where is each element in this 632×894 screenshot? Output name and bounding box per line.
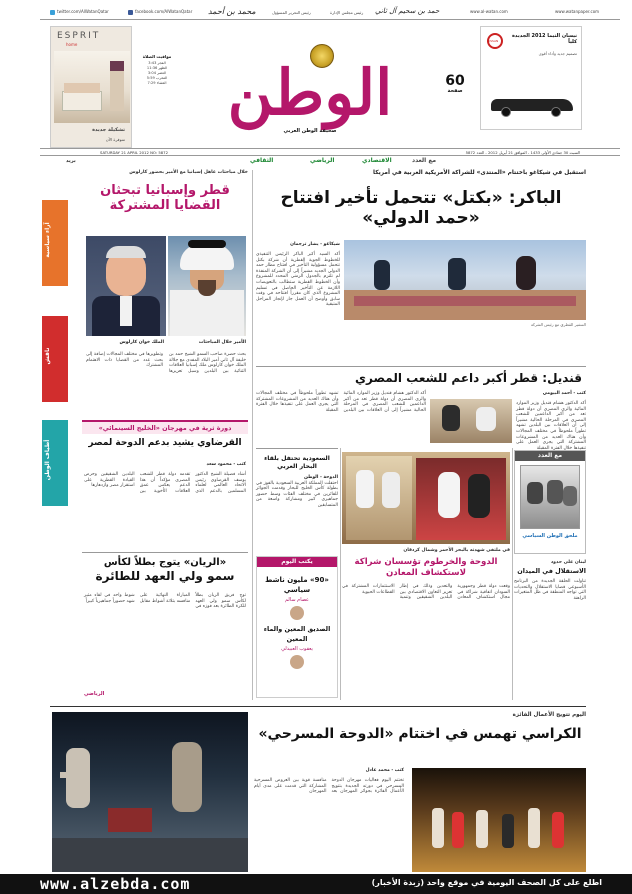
lead-story (256, 170, 586, 366)
qaradawi-body: أشاد فضيلة الشيخ الدكتور يوسف القرضاوي رئيس الاتحاد العالمي لعلماء المسلمين بالدعم الذي تقدمه دولة قطر للشعب المصري مؤكداً أن هذا الدعم يعكس عمق العلاقات الأخوية بين البلدين الشقيقين وحرص القيادة القطرية على استقرار مصر وازدهارها (84, 472, 246, 494)
with-issue-box[interactable] (514, 450, 586, 554)
writes-today-item1[interactable]: «90» مليون ناشط سياسي (265, 576, 329, 594)
nissan-ad[interactable] (480, 26, 582, 130)
section-rule (50, 706, 586, 707)
prayer-line: المغرب 5:59 (146, 76, 168, 80)
masthead (140, 24, 472, 146)
qatar-spain-body: بحث حضرة صاحب السمو الشيخ حمد بن خليفة آل ثاني أمير البلاد المفدى مع جلالة الملك خوان كارلوس ملك إسبانيا العلاقات الثنائية بين البلدين وسبل تعزيزها وتطويرها في مختلف المجالات إضافة إلى بحث عدد من القضايا ذات الاهتمام المشترك (86, 352, 246, 374)
price-box (440, 74, 470, 94)
prayer-lines (140, 61, 174, 86)
rayyan-headline-1: «الريان» يتوج بطلاً لكأس (103, 557, 227, 568)
lead-byline: شيكاغو - يشار ترجمان (290, 242, 340, 247)
qatar-spain-kicker: خلال مباحثات عاهل إسبانيا مع الأمير بحضور كارلوس (129, 170, 248, 175)
facebook-icon (128, 10, 133, 15)
prayer-line: الظهر 11:36 (146, 66, 168, 70)
chairman-label: رئيس مجلس الإدارة (330, 10, 364, 15)
writes-today-avatar2 (290, 655, 304, 669)
prayer-title: مواقيت الصلاة (142, 54, 172, 59)
saudi-byline: الدوحة - الوطن (304, 475, 338, 480)
nissan-sub: تصميم جديد وأداء أقوى (538, 51, 577, 56)
qaradawi-headline: القرضاوي يشيد بدعم الدوحة لمصر (88, 438, 242, 448)
sudan-headline: الدوحة والخرطوم تؤسسان شراكة لاستكشاف المعادن (354, 557, 498, 578)
sections-bar (40, 157, 620, 166)
qatar-spain-caption2: الملك خوان كارلوس (119, 340, 164, 345)
brief-kicker: لبنان على حدود (550, 560, 586, 565)
footer-watermark[interactable]: www.alzebda.com (40, 875, 191, 893)
column-rule-1 (252, 170, 253, 700)
newspaper-url[interactable]: www.watanpaper.com (555, 9, 600, 14)
twitter-link[interactable]: twitter.com/AlWatanQatar (50, 9, 109, 15)
twitter-icon (50, 10, 55, 15)
esprit-ad[interactable] (50, 26, 132, 148)
writes-today-author1[interactable]: عصام سالم (284, 597, 310, 603)
sudan-photo (342, 452, 510, 544)
column-rule-2 (340, 448, 341, 700)
qaradawi-byline: كتب - محمود سعد (206, 462, 246, 467)
with-issue-cover (520, 465, 580, 529)
rayyan-footer[interactable]: الرياضي (84, 691, 105, 697)
top-bar (40, 6, 620, 20)
qandil-photo (430, 399, 512, 443)
side-tab-spectrum[interactable]: أطياف الوطن (42, 420, 68, 506)
writes-today-title: يكتب اليوم (257, 557, 337, 567)
footer-promo: اطلع على كل الصحف اليومية في موقع واحد (زبدة الأخبار) (371, 878, 602, 887)
column-rule-3 (512, 448, 513, 700)
esprit-brand: ESPRIT (57, 31, 101, 41)
theatre-story (254, 712, 586, 874)
prayer-line: العصر 3:04 (147, 71, 167, 75)
editor-label: رئيس التحرير المسؤول (272, 10, 311, 15)
esprit-caption: تشكيلة جديدة (92, 127, 125, 133)
esprit-sub: home (66, 42, 78, 47)
writes-today-item2[interactable]: الصديق المعين والماء المعين (263, 625, 331, 643)
prayer-line: العشاء 7:29 (147, 81, 167, 85)
price-value: 60 (445, 73, 465, 89)
date-arabic: السبت 30 جمادى الأولى 1433 - الموافق 21 أبريل 2012 - العدد 5872 (465, 150, 580, 155)
theatre-kicker: اليوم تتويج الأعمال الفائزة (512, 712, 586, 718)
qatar-spain-story (82, 170, 248, 415)
section-economy[interactable]: الاقتصادي (362, 157, 392, 164)
writes-today-avatar1 (290, 606, 304, 620)
theatre-headline: الكراسي تهمس في اختتام «الدوحة المسرحي» (258, 726, 582, 742)
lead-headline: الباكر: «بكتل» تتحمل تأخير افتتاح «حمد الدولي» (280, 188, 562, 228)
website-link[interactable]: www.al-watan.com (470, 9, 508, 14)
brief-headline: الاستقلال في الميدان (517, 567, 586, 575)
lead-caption: السفير القطري مع رئيس الشركة (530, 322, 586, 327)
sudan-kicker: في ملتقى شهدته بالبحر الأحمر وشمال كردفان (403, 548, 510, 553)
car-image (487, 95, 577, 117)
lead-kicker: استقبل في شيكاغو باختتام «المنتدى» للشراكة الأمريكية العربية في أمريكا (373, 170, 586, 176)
king-photo (86, 236, 166, 336)
sudan-body: وقعت دولة قطر وجمهورية السودان اتفاقية شراكة في مجال استكشاف المعادن والتعدين وذلك في إطار تعزيز التعاون الاقتصادي بين البلدين الشقيقين وتنمية الاستثمارات المشتركة في القطاعات الحيوية (342, 584, 510, 601)
with-issue-title: مع العدد (515, 451, 585, 461)
with-issue-caption: ملحق الوطن السياسي (522, 533, 578, 539)
writes-today-box (256, 556, 338, 698)
qatar-spain-caption1: الأمير خلال المباحثات (198, 340, 246, 345)
lead-body: أكد السيد أكبر الباكر الرئيس التنفيذي للخطوط الجوية القطرية أن شركة بكتل تتحمل مسؤولية التأخير في افتتاح مطار حمد الدولي الجديد مشيراً إلى أن الشركة المنفذة لم تلتزم بالجدول الزمني المحدد للمشروع وأن الخطوط القطرية ستطالب بالتعويضات اللازمة عن التأخير الحاصل في تسليم المشروع الذي كان مقرراً افتتاحه في وقت سابق وأوضح أن العمل جار لإنجاز المراحل المتبقية (256, 252, 340, 308)
saudi-story (256, 448, 338, 552)
section-with-issue[interactable]: مع العدد (412, 157, 437, 164)
qandil-byline: كتب - أحمد البيومي (542, 391, 586, 396)
saudi-headline: السعودية تحتفل بلقاء البحار العربي (264, 455, 330, 470)
nissan-headline: نيسان التيما 2012 الجديدة كلياً (511, 33, 577, 45)
sudan-story (342, 548, 510, 700)
price-unit: صفحة (447, 88, 463, 94)
date-english: SATURDAY 21 APRIL 2012 NO: 5872 (100, 150, 168, 155)
theatre-body: تختتم اليوم فعاليات مهرجان الدوحة المسرحي في دورته الجديدة بتتويج الأعمال الفائزة بجوائز المهرجان بعد منافسة قوية بين العروض المسرحية المشاركة التي قدمت على مدى أيام المهرجان (254, 778, 404, 795)
date-line (40, 148, 620, 156)
masthead-tagline: صحيفة الوطن العربي (283, 128, 337, 134)
theatre-photo-left (52, 712, 248, 872)
emir-photo (168, 236, 246, 336)
theatre-photo-right (412, 768, 586, 872)
section-extra[interactable]: بريد (66, 158, 76, 164)
rayyan-story (82, 552, 248, 702)
esprit-small: متوفرة الآن (105, 137, 125, 142)
founder-name: محمد بن أحمد (208, 7, 256, 16)
prayer-times (140, 54, 174, 86)
facebook-link[interactable]: facebook.com/AlWatanQatar (128, 9, 192, 15)
rayyan-headline-2: سمو ولي العهد للطائرة (95, 569, 235, 583)
qandil-story (256, 366, 586, 451)
qandil-headline: قنديل: قطر أكبر داعم للشعب المصري (355, 371, 582, 385)
esprit-room-image (54, 51, 130, 123)
side-tab-discuss[interactable]: ناقش (42, 316, 68, 402)
brief-story (514, 560, 586, 700)
chairman-name: حمد بن سحيم آل ثاني (375, 7, 440, 15)
side-tab-opinions[interactable]: آراء سياسية (42, 200, 68, 286)
festival-banner[interactable]: دورة ثرية في مهرجان «الخليج السينمائي» (82, 420, 248, 434)
qandil-body: أكد الدكتور هشام قنديل وزير الموارد المائية والري المصري أن دولة قطر تعد من أكبر الداعمين للشعب المصري في المرحلة الحالية مشيراً إلى أن العلاقات بين البلدين تشهد تطوراً ملحوظاً في مختلف المجالات وأن هناك العديد من المشروعات المشتركة التي يجري العمل على تنفيذها خلال الفترة المقبلة (256, 391, 426, 413)
masthead-logo: الوطن (227, 56, 393, 129)
nissan-logo: NISSAN (487, 33, 503, 49)
qaradawi-story (82, 438, 248, 550)
saudi-body: احتفلت المملكة العربية السعودية بالفوز في بطولة كأس الخليج للبحار وقدمت الجوائز للفائزين في مختلف الفئات وسط حضور جماهيري كبير ومشاركة واسعة من المتسابقين (256, 480, 338, 508)
prayer-line: الفجر 3:43 (148, 61, 166, 65)
section-cultural[interactable]: الثقافي (250, 157, 274, 164)
theatre-byline: كتب - محمد عادل (365, 768, 404, 773)
section-sports[interactable]: الرياضي (310, 157, 335, 164)
rayyan-body: توج فريق الريان بطلاً لكأس سمو ولي العهد للكرة الطائرة بعد فوزه في المباراة النهائية على منافسه بثلاثة أشواط مقابل شوط واحد في لقاء مثير شهد حضوراً جماهيرياً كبيراً (84, 593, 246, 610)
footer-strip[interactable] (0, 874, 632, 894)
brief-body: تناولت الحلقة الجديدة من البرنامج الأسبوعي قضايا الاستقلال والتحديات التي تواجه المنطقة في ظل المتغيرات الراهنة (514, 579, 586, 601)
qandil-body-right: أكد الدكتور هشام قنديل وزير الموارد المائية والري المصري أن دولة قطر تعد من أكبر الداعمين للشعب المصري في المرحلة الحالية مشيراً إلى أن العلاقات بين البلدين تشهد تطوراً ملحوظاً في مختلف المجالات وأن هناك العديد من المشروعات المشتركة التي يجري العمل على تنفيذها خلال الفترة المقبلة (516, 401, 586, 451)
writes-today-author2[interactable]: يعقوب العبيدلي (281, 646, 313, 652)
lead-photo (344, 240, 586, 320)
qatar-spain-headline: قطر وإسبانيا تبحثان القضايا المشتركة (100, 183, 230, 213)
